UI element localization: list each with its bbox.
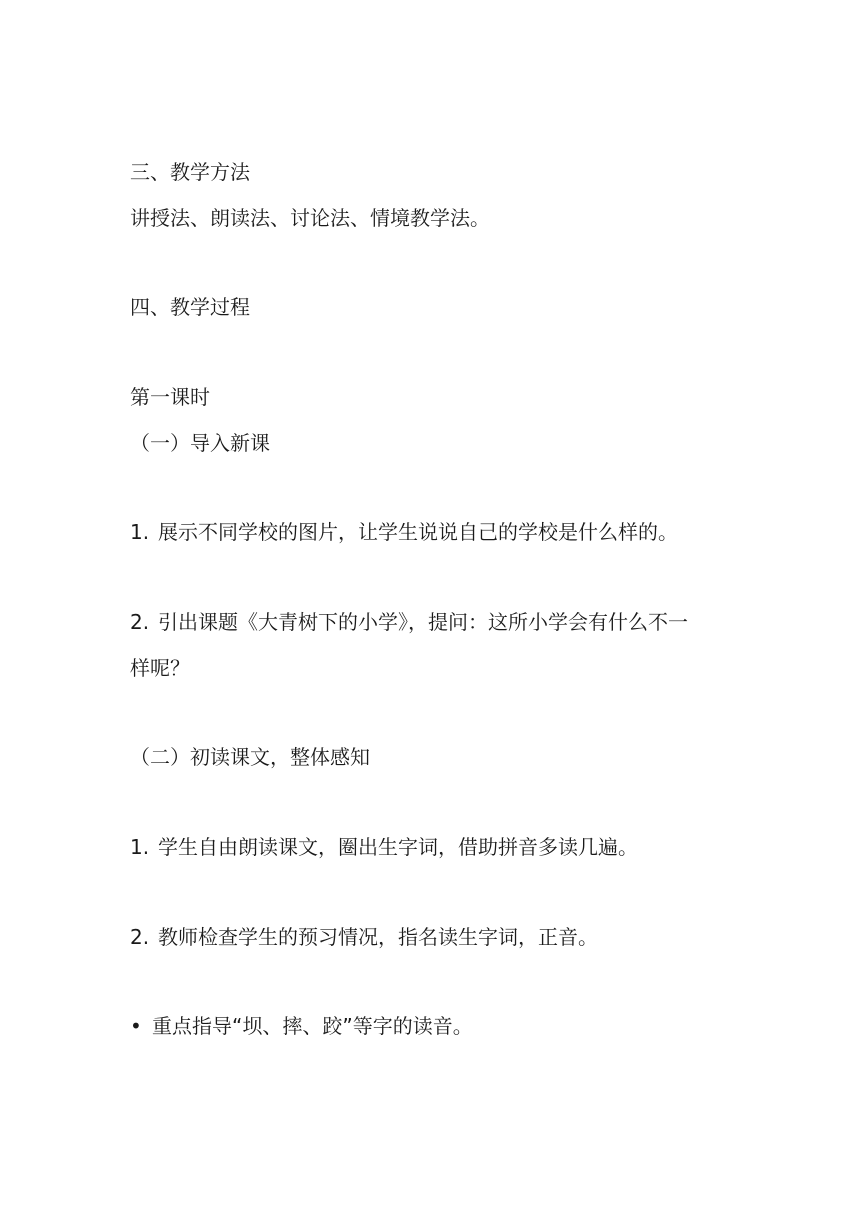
lesson-1-title: 第一课时: [130, 385, 210, 409]
list-item-number: 1.: [130, 835, 150, 859]
list-item-text: 展示不同学校的图片，让学生说说自己的学校是什么样的。: [158, 520, 678, 544]
list-item-number: 2.: [130, 610, 150, 634]
list-item-continuation: 样呢？: [130, 656, 190, 680]
list-item-text: 教师检查学生的预习情况，指名读生字词，正音。: [158, 925, 598, 949]
section-3-heading: 三、教学方法: [130, 160, 250, 184]
list-item-number: 1.: [130, 520, 150, 544]
list-item: [130, 518, 678, 546]
list-item-number: 2.: [130, 925, 150, 949]
part-2-heading: （二）初读课文，整体感知: [130, 745, 370, 769]
list-item: [130, 923, 598, 951]
section-3-body: 讲授法、朗读法、讨论法、情境教学法。: [130, 206, 490, 230]
bullet-mark: •: [130, 1014, 142, 1038]
list-item-text: 学生自由朗读课文，圈出生字词，借助拼音多读几遍。: [158, 835, 638, 859]
bullet-text: 重点指导“坝、摔、跤”等字的读音。: [152, 1014, 473, 1038]
bullet-item: [130, 1012, 473, 1040]
part-1-heading: （一）导入新课: [130, 431, 270, 455]
list-item-text: 引出课题《大青树下的小学》，提问：这所小学会有什么不一: [158, 610, 688, 634]
list-item: [130, 833, 638, 861]
section-4-heading: 四、教学过程: [130, 295, 250, 319]
list-item: [130, 608, 688, 636]
